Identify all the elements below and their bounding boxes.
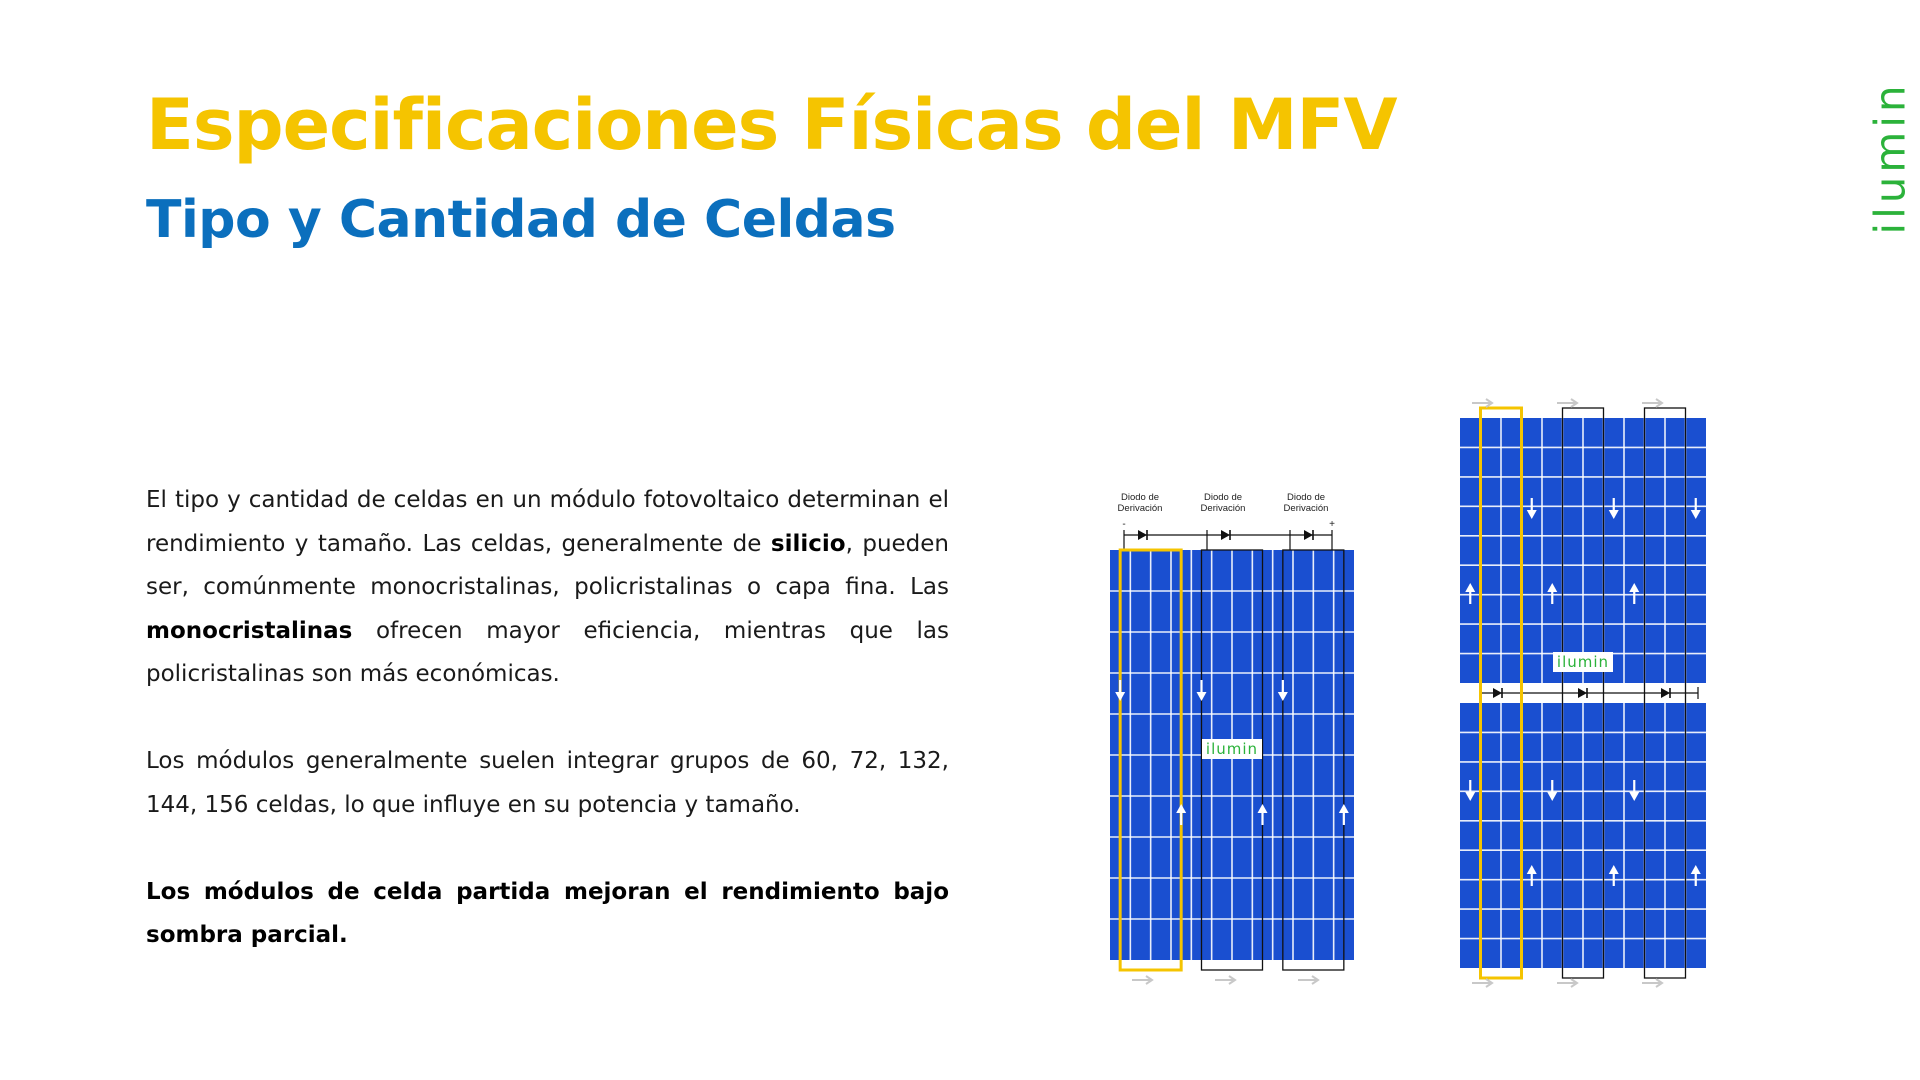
p1-part-c: , pueden ser, comúnmente monocristalinas, policristalinas o capa fina. Las	[146, 530, 949, 600]
diode-label-line2: Derivación	[1283, 503, 1329, 514]
output-arrow	[1298, 976, 1318, 984]
paragraph-cell-types	[146, 479, 949, 697]
output-arrow	[1642, 979, 1662, 987]
paragraph-half-cut	[146, 871, 949, 958]
p1-bold-silicio: silicio	[770, 530, 846, 557]
brand-logo	[1865, 78, 1915, 238]
diode-label-line1: Diodo de	[1286, 492, 1326, 503]
bypass-diode	[1661, 688, 1670, 698]
terminal-minus: -	[1122, 519, 1126, 530]
bypass-diode	[1221, 530, 1230, 540]
right-watermark: ilumin	[1556, 653, 1610, 671]
input-arrow	[1557, 399, 1577, 407]
body-text	[146, 479, 949, 958]
input-arrow	[1642, 399, 1662, 407]
full-cell-module-svg	[1104, 488, 1364, 988]
output-arrow	[1132, 976, 1152, 984]
input-arrow	[1472, 399, 1492, 407]
paragraph-cell-counts: Los módulos generalmente suelen integrar grupos de 60, 72, 132, 144, 156 celdas, lo que influye en su potencia y tamaño.	[146, 748, 949, 818]
bypass-diode	[1493, 688, 1502, 698]
bypass-diode	[1304, 530, 1313, 540]
p3-bold: Los módulos de celda partida mejoran el rendimiento bajo sombra parcial.	[146, 878, 949, 948]
output-arrow	[1557, 979, 1577, 987]
slide-title: Especificaciones Físicas del MFV	[146, 84, 1397, 166]
bypass-diode	[1578, 688, 1587, 698]
diode-label-line2: Derivación	[1117, 503, 1163, 514]
full-cell-module-diagram	[1104, 488, 1364, 988]
output-arrow	[1215, 976, 1235, 984]
half-cut-module-svg	[1454, 398, 1724, 988]
diode-label-line2: Derivación	[1200, 503, 1246, 514]
slide-subtitle: Tipo y Cantidad de Celdas	[146, 190, 896, 250]
terminal-plus: +	[1329, 519, 1335, 530]
p1-bold-monocristalinas: monocristalinas	[146, 617, 353, 644]
brand-logo-text: ilumin	[1865, 81, 1915, 235]
left-watermark: ilumin	[1205, 740, 1259, 758]
diode-label-line1: Diodo de	[1120, 492, 1160, 503]
p1-part-e: ofrecen mayor eficiencia, mientras que las policristalinas son más económicas.	[146, 617, 949, 687]
p1-part-a: El tipo y cantidad de celdas en un módulo fotovoltaico determinan el rendimiento y tamaño. Las celdas, generalmente de	[146, 487, 949, 557]
output-arrow	[1472, 979, 1492, 987]
diode-label-line1: Diodo de	[1203, 492, 1243, 503]
bypass-diode	[1138, 530, 1147, 540]
half-cut-module-diagram	[1454, 398, 1724, 988]
